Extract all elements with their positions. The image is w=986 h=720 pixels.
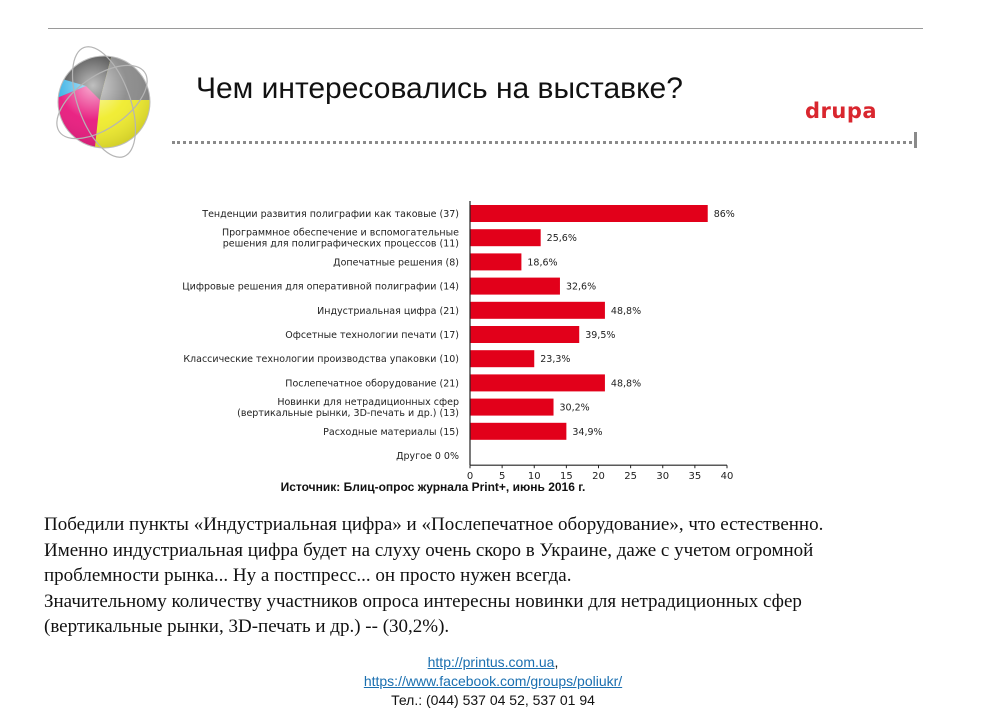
commentary-line: Значительному количеству участников опроса интересны новинки для нетрадиционных сфер bbox=[44, 590, 802, 612]
category-label: Программное обеспечение и вспомогательные решения для полиграфических процессов (11) bbox=[222, 227, 459, 250]
data-label: 30,2% bbox=[559, 402, 590, 414]
x-tick-label: 30 bbox=[656, 471, 670, 483]
printus-link[interactable]: http://printus.com.ua bbox=[427, 654, 555, 670]
category-label: Цифровые решения для оперативной полиграфии (14) bbox=[182, 281, 459, 293]
bar bbox=[470, 278, 560, 295]
chart-source-note: Источник: Блиц-опрос журнала Print+, июнь 2016 г. bbox=[280, 480, 586, 494]
drupa-brand-logo: drupa bbox=[805, 99, 878, 123]
category-label: Офсетные технологии печати (17) bbox=[285, 330, 459, 341]
category-label: Другое 0 0% bbox=[396, 451, 459, 462]
dotted-separator bbox=[172, 141, 912, 144]
category-label: Новинки для нетрадиционных сфер (вертикальные рынки, 3D-печать и др.) (13) bbox=[237, 397, 459, 420]
category-label: Тенденции развития полиграфии как таковые (37) bbox=[202, 209, 459, 220]
bar-chart bbox=[0, 195, 960, 483]
data-label: 18,6% bbox=[527, 257, 558, 269]
slide-title: Чем интересовались на выставке? bbox=[196, 72, 683, 105]
bar bbox=[470, 374, 605, 391]
x-tick-label: 25 bbox=[624, 471, 637, 483]
commentary-text bbox=[44, 512, 944, 640]
bar bbox=[470, 205, 708, 222]
footer-links-line-1 bbox=[0, 653, 986, 672]
footer-phone: Тел.: (044) 537 04 52, 537 01 94 bbox=[391, 692, 595, 708]
category-label: Классические технологии производства упаковки (10) bbox=[183, 354, 459, 366]
bar bbox=[470, 302, 605, 319]
x-tick-label: 35 bbox=[688, 471, 702, 483]
data-label: 48,8% bbox=[610, 305, 642, 317]
footer-links-line-2 bbox=[0, 672, 986, 691]
data-label: 25,6% bbox=[546, 233, 577, 245]
data-label: 86% bbox=[713, 209, 735, 220]
category-label: Индустриальная цифра (21) bbox=[317, 305, 459, 317]
x-tick-label: 5 bbox=[498, 471, 506, 483]
x-tick-label: 20 bbox=[592, 471, 605, 483]
data-label: 48,8% bbox=[610, 378, 642, 390]
bar bbox=[470, 423, 566, 440]
x-tick-label: 15 bbox=[560, 471, 573, 483]
bar bbox=[470, 253, 521, 270]
bar bbox=[470, 326, 579, 343]
category-label: Послепечатное оборудование (21) bbox=[285, 378, 459, 390]
data-label: 32,6% bbox=[565, 281, 597, 293]
separator-end-mark bbox=[914, 132, 917, 148]
commentary-line: Именно индустриальная цифра будет на слуху очень скоро в Украине, даже с учетом огромной bbox=[44, 539, 814, 561]
facebook-group-link[interactable]: https://www.facebook.com/groups/poliukr/ bbox=[363, 673, 623, 689]
data-label: 34,9% bbox=[572, 426, 603, 438]
drupa-sphere-logo bbox=[42, 26, 162, 168]
x-tick-label: 10 bbox=[527, 471, 541, 483]
bar bbox=[470, 350, 534, 367]
x-tick-label: 0 bbox=[466, 471, 474, 483]
data-label: 23,3% bbox=[540, 354, 571, 366]
footer bbox=[0, 653, 986, 710]
x-tick-label: 40 bbox=[720, 471, 734, 483]
bar bbox=[470, 399, 554, 416]
commentary-line: (вертикальные рынки, 3D-печать и др.) -- (30,2%). bbox=[44, 616, 450, 637]
top-divider bbox=[48, 28, 923, 29]
data-label: 39,5% bbox=[585, 330, 616, 341]
bar bbox=[470, 229, 541, 246]
commentary-line: проблемности рынка... Ну а постпресс... он просто нужен всегда. bbox=[44, 565, 572, 586]
category-label: Расходные материалы (15) bbox=[323, 426, 459, 438]
link-separator: , bbox=[554, 654, 559, 670]
category-label: Допечатные решения (8) bbox=[333, 257, 459, 269]
commentary-line: Победили пункты «Индустриальная цифра» и «Послепечатное оборудование», что естественно. bbox=[44, 514, 824, 535]
